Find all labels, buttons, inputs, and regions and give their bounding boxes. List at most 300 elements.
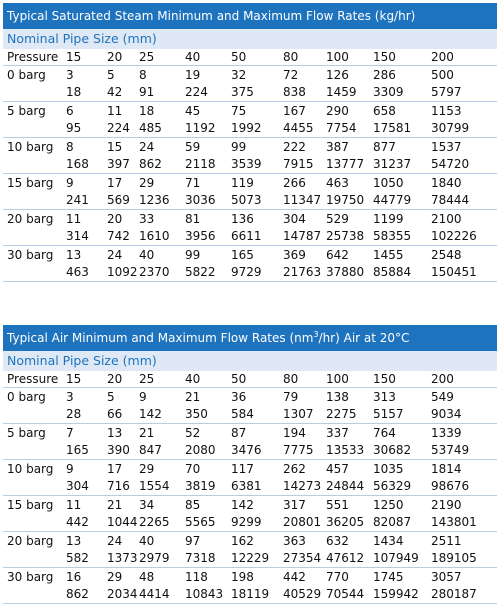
max-flow-cell: 742: [107, 229, 130, 243]
max-flow-cell: 25738: [326, 229, 365, 243]
max-flow-cell: 98676: [431, 479, 470, 493]
max-flow-cell: 20801: [283, 515, 322, 529]
max-flow-cell: 9299: [231, 515, 262, 529]
max-flow-row: [3, 406, 497, 423]
min-flow-cell: 1745: [373, 570, 404, 584]
header-cell: 25: [139, 50, 155, 64]
max-flow-cell: 66: [107, 407, 123, 421]
max-flow-cell: 143801: [431, 515, 477, 529]
max-flow-cell: 82087: [373, 515, 412, 529]
header-cell: 50: [231, 50, 247, 64]
steam-table-body: [3, 66, 497, 282]
min-flow-cell: 9: [66, 176, 74, 190]
min-flow-cell: 5: [107, 68, 115, 82]
max-flow-row: [3, 192, 497, 209]
min-flow-cell: 1035: [373, 462, 404, 476]
max-flow-cell: 30799: [431, 121, 470, 135]
min-flow-cell: 18: [139, 104, 155, 118]
pressure-row-group: [3, 66, 497, 102]
max-flow-cell: 2118: [185, 157, 216, 171]
min-flow-cell: 24: [107, 534, 123, 548]
max-flow-cell: 1992: [231, 121, 262, 135]
max-flow-cell: 30682: [373, 443, 412, 457]
air-title-text: Typical Air Minimum and Maximum Flow Rates (nm: [7, 331, 314, 345]
min-flow-cell: 1434: [373, 534, 404, 548]
max-flow-cell: 1044: [107, 515, 138, 529]
max-flow-cell: 95: [66, 121, 82, 135]
min-flow-cell: 17: [107, 176, 123, 190]
max-flow-cell: 2034: [107, 587, 138, 601]
max-flow-cell: 3819: [185, 479, 216, 493]
max-flow-cell: 1307: [283, 407, 314, 421]
min-flow-cell: 36: [231, 390, 247, 404]
max-flow-cell: 7318: [185, 551, 216, 565]
pressure-label: 10 barg: [7, 462, 54, 476]
max-flow-cell: 54720: [431, 157, 470, 171]
empty-cell: [3, 442, 66, 459]
min-flow-cell: 85: [185, 498, 201, 512]
pressure-row-group: [3, 388, 497, 424]
min-flow-cell: 1250: [373, 498, 404, 512]
empty-cell: [3, 84, 66, 101]
max-flow-cell: 485: [139, 121, 162, 135]
max-flow-row: [3, 120, 497, 137]
min-flow-cell: 222: [283, 140, 306, 154]
min-flow-cell: 29: [139, 462, 155, 476]
min-flow-row: [3, 175, 497, 192]
max-flow-cell: 350: [185, 407, 208, 421]
max-flow-cell: 5565: [185, 515, 216, 529]
min-flow-row: [3, 497, 497, 514]
min-flow-cell: 72: [283, 68, 299, 82]
min-flow-cell: 40: [139, 248, 155, 262]
max-flow-cell: 27354: [283, 551, 322, 565]
max-flow-cell: 14273: [283, 479, 322, 493]
air-title-text-end: /hr) Air at 20°C: [318, 331, 410, 345]
max-flow-cell: 17581: [373, 121, 412, 135]
min-flow-cell: 290: [326, 104, 349, 118]
max-flow-cell: 7915: [283, 157, 314, 171]
min-flow-cell: 387: [326, 140, 349, 154]
min-flow-cell: 17: [107, 462, 123, 476]
max-flow-cell: 19750: [326, 193, 365, 207]
min-flow-cell: 642: [326, 248, 349, 262]
min-flow-cell: 1339: [431, 426, 462, 440]
max-flow-cell: 584: [231, 407, 254, 421]
header-cell: 200: [431, 372, 454, 386]
max-flow-cell: 463: [66, 265, 89, 279]
max-flow-cell: 5157: [373, 407, 404, 421]
max-flow-cell: 24844: [326, 479, 365, 493]
header-cell: 100: [326, 372, 349, 386]
min-flow-cell: 142: [231, 498, 254, 512]
min-flow-cell: 99: [231, 140, 247, 154]
min-flow-cell: 1050: [373, 176, 404, 190]
min-flow-cell: 32: [231, 68, 247, 82]
min-flow-cell: 119: [231, 176, 254, 190]
max-flow-cell: 18119: [231, 587, 270, 601]
min-flow-cell: 16: [66, 570, 82, 584]
pressure-row-group: [3, 424, 497, 460]
air-flow-table: [3, 325, 497, 604]
pressure-label: 5 barg: [7, 104, 46, 118]
max-flow-cell: 569: [107, 193, 130, 207]
min-flow-cell: 75: [231, 104, 247, 118]
empty-cell: [3, 550, 66, 567]
max-flow-cell: 9034: [431, 407, 462, 421]
max-flow-cell: 582: [66, 551, 89, 565]
pressure-row-group: [3, 102, 497, 138]
max-flow-cell: 85884: [373, 265, 412, 279]
min-flow-cell: 529: [326, 212, 349, 226]
max-flow-cell: 159942: [373, 587, 419, 601]
min-flow-cell: 500: [431, 68, 454, 82]
max-flow-cell: 11347: [283, 193, 322, 207]
max-flow-cell: 165: [66, 443, 89, 457]
max-flow-cell: 9729: [231, 265, 262, 279]
header-cell: 50: [231, 372, 247, 386]
empty-cell: [3, 478, 66, 495]
max-flow-cell: 1610: [139, 229, 170, 243]
max-flow-row: [3, 156, 497, 173]
min-flow-cell: 262: [283, 462, 306, 476]
max-flow-row: [3, 550, 497, 567]
header-cell: 20: [107, 50, 123, 64]
max-flow-cell: 224: [107, 121, 130, 135]
min-flow-cell: 13: [107, 426, 123, 440]
min-flow-cell: 1840: [431, 176, 462, 190]
min-flow-row: [3, 533, 497, 550]
max-flow-cell: 14787: [283, 229, 322, 243]
header-cell: 80: [283, 50, 299, 64]
min-flow-cell: 117: [231, 462, 254, 476]
min-flow-cell: 45: [185, 104, 201, 118]
max-flow-cell: 4455: [283, 121, 314, 135]
pressure-label: 30 barg: [7, 570, 54, 584]
min-flow-cell: 21: [185, 390, 201, 404]
air-table-subtitle: Nominal Pipe Size (mm): [3, 351, 497, 371]
max-flow-cell: 5822: [185, 265, 216, 279]
pressure-row-group: [3, 138, 497, 174]
min-flow-cell: 15: [107, 140, 123, 154]
header-cell: 150: [373, 50, 396, 64]
steam-table-title: Typical Saturated Steam Minimum and Maximum Flow Rates (kg/hr): [3, 3, 497, 29]
min-flow-cell: 40: [139, 534, 155, 548]
max-flow-cell: 13777: [326, 157, 365, 171]
max-flow-cell: 12229: [231, 551, 270, 565]
max-flow-cell: 78444: [431, 193, 470, 207]
min-flow-cell: 11: [107, 104, 123, 118]
max-flow-cell: 397: [107, 157, 130, 171]
empty-cell: [3, 586, 66, 603]
min-flow-cell: 266: [283, 176, 306, 190]
max-flow-cell: 2080: [185, 443, 216, 457]
max-flow-cell: 1092: [107, 265, 138, 279]
min-flow-cell: 2548: [431, 248, 462, 262]
max-flow-cell: 44779: [373, 193, 412, 207]
min-flow-cell: 286: [373, 68, 396, 82]
empty-cell: [3, 120, 66, 137]
min-flow-cell: 34: [139, 498, 155, 512]
max-flow-cell: 862: [66, 587, 89, 601]
max-flow-cell: 56329: [373, 479, 412, 493]
min-flow-row: [3, 461, 497, 478]
pressure-label: 15 barg: [7, 176, 54, 190]
max-flow-cell: 150451: [431, 265, 477, 279]
max-flow-cell: 838: [283, 85, 306, 99]
min-flow-cell: 198: [231, 570, 254, 584]
min-flow-cell: 48: [139, 570, 155, 584]
max-flow-cell: 3036: [185, 193, 216, 207]
steam-table-subtitle: Nominal Pipe Size (mm): [3, 29, 497, 49]
empty-cell: [3, 156, 66, 173]
header-cell: 15: [66, 50, 82, 64]
min-flow-cell: 59: [185, 140, 201, 154]
min-flow-cell: 24: [139, 140, 155, 154]
min-flow-cell: 1455: [373, 248, 404, 262]
steam-header-row: [3, 49, 497, 66]
min-flow-cell: 764: [373, 426, 396, 440]
min-flow-cell: 118: [185, 570, 208, 584]
min-flow-cell: 5: [107, 390, 115, 404]
max-flow-row: [3, 514, 497, 531]
max-flow-cell: 241: [66, 193, 89, 207]
min-flow-cell: 442: [283, 570, 306, 584]
empty-cell: [3, 192, 66, 209]
air-table-body: [3, 388, 497, 604]
max-flow-cell: 716: [107, 479, 130, 493]
max-flow-cell: 91: [139, 85, 155, 99]
min-flow-cell: 2190: [431, 498, 462, 512]
header-cell: 25: [139, 372, 155, 386]
max-flow-cell: 4414: [139, 587, 170, 601]
max-flow-cell: 53749: [431, 443, 470, 457]
min-flow-cell: 658: [373, 104, 396, 118]
min-flow-cell: 99: [185, 248, 201, 262]
max-flow-cell: 390: [107, 443, 130, 457]
min-flow-cell: 11: [66, 212, 82, 226]
min-flow-cell: 3: [66, 68, 74, 82]
empty-cell: [3, 228, 66, 245]
min-flow-cell: 457: [326, 462, 349, 476]
min-flow-cell: 1199: [373, 212, 404, 226]
min-flow-cell: 165: [231, 248, 254, 262]
max-flow-cell: 70544: [326, 587, 365, 601]
pressure-row-group: [3, 532, 497, 568]
min-flow-cell: 87: [231, 426, 247, 440]
min-flow-cell: 162: [231, 534, 254, 548]
min-flow-cell: 13: [66, 534, 82, 548]
header-cell: 150: [373, 372, 396, 386]
max-flow-cell: 13533: [326, 443, 365, 457]
max-flow-cell: 6381: [231, 479, 262, 493]
header-cell: 20: [107, 372, 123, 386]
max-flow-cell: 3309: [373, 85, 404, 99]
min-flow-cell: 313: [373, 390, 396, 404]
min-flow-cell: 877: [373, 140, 396, 154]
max-flow-cell: 102226: [431, 229, 477, 243]
max-flow-cell: 18: [66, 85, 82, 99]
min-flow-cell: 20: [107, 212, 123, 226]
min-flow-cell: 79: [283, 390, 299, 404]
max-flow-cell: 3956: [185, 229, 216, 243]
max-flow-cell: 3539: [231, 157, 262, 171]
min-flow-cell: 632: [326, 534, 349, 548]
pressure-label: 5 barg: [7, 426, 46, 440]
min-flow-cell: 463: [326, 176, 349, 190]
max-flow-cell: 42: [107, 85, 123, 99]
pressure-row-group: [3, 174, 497, 210]
min-flow-cell: 70: [185, 462, 201, 476]
max-flow-cell: 847: [139, 443, 162, 457]
min-flow-row: [3, 569, 497, 586]
min-flow-row: [3, 247, 497, 264]
max-flow-cell: 5797: [431, 85, 462, 99]
pressure-row-group: [3, 496, 497, 532]
min-flow-cell: 29: [139, 176, 155, 190]
max-flow-row: [3, 442, 497, 459]
max-flow-row: [3, 84, 497, 101]
min-flow-cell: 52: [185, 426, 201, 440]
min-flow-cell: 8: [139, 68, 147, 82]
min-flow-cell: 549: [431, 390, 454, 404]
min-flow-cell: 369: [283, 248, 306, 262]
min-flow-cell: 2511: [431, 534, 462, 548]
max-flow-cell: 2265: [139, 515, 170, 529]
min-flow-cell: 551: [326, 498, 349, 512]
max-flow-cell: 28: [66, 407, 82, 421]
min-flow-cell: 167: [283, 104, 306, 118]
max-flow-cell: 37880: [326, 265, 365, 279]
min-flow-cell: 8: [66, 140, 74, 154]
pressure-row-group: [3, 568, 497, 604]
empty-cell: [3, 406, 66, 423]
max-flow-cell: 189105: [431, 551, 477, 565]
min-flow-cell: 138: [326, 390, 349, 404]
max-flow-row: [3, 586, 497, 603]
min-flow-row: [3, 139, 497, 156]
min-flow-cell: 304: [283, 212, 306, 226]
max-flow-cell: 58355: [373, 229, 412, 243]
min-flow-cell: 13: [66, 248, 82, 262]
header-cell: 40: [185, 50, 201, 64]
min-flow-row: [3, 211, 497, 228]
min-flow-cell: 9: [66, 462, 74, 476]
pressure-label: 20 barg: [7, 212, 54, 226]
max-flow-cell: 168: [66, 157, 89, 171]
min-flow-cell: 337: [326, 426, 349, 440]
max-flow-cell: 2275: [326, 407, 357, 421]
empty-cell: [3, 514, 66, 531]
min-flow-cell: 11: [66, 498, 82, 512]
max-flow-cell: 280187: [431, 587, 477, 601]
min-flow-cell: 363: [283, 534, 306, 548]
header-cell: 40: [185, 372, 201, 386]
min-flow-cell: 3: [66, 390, 74, 404]
header-cell: 100: [326, 50, 349, 64]
min-flow-cell: 194: [283, 426, 306, 440]
max-flow-cell: 47612: [326, 551, 365, 565]
pressure-label: 30 barg: [7, 248, 54, 262]
min-flow-cell: 1537: [431, 140, 462, 154]
min-flow-cell: 24: [107, 248, 123, 262]
min-flow-cell: 126: [326, 68, 349, 82]
max-flow-row: [3, 228, 497, 245]
min-flow-row: [3, 425, 497, 442]
min-flow-cell: 9: [139, 390, 147, 404]
max-flow-cell: 40529: [283, 587, 322, 601]
min-flow-cell: 21: [107, 498, 123, 512]
min-flow-cell: 136: [231, 212, 254, 226]
min-flow-cell: 97: [185, 534, 201, 548]
pressure-row-group: [3, 246, 497, 282]
max-flow-cell: 1459: [326, 85, 357, 99]
pressure-label: 20 barg: [7, 534, 54, 548]
pressure-row-group: [3, 460, 497, 496]
min-flow-row: [3, 67, 497, 84]
min-flow-cell: 1153: [431, 104, 462, 118]
max-flow-cell: 5073: [231, 193, 262, 207]
header-cell: 200: [431, 50, 454, 64]
max-flow-cell: 21763: [283, 265, 322, 279]
empty-cell: [3, 264, 66, 281]
max-flow-cell: 36205: [326, 515, 365, 529]
max-flow-cell: 107949: [373, 551, 419, 565]
pressure-label: 10 barg: [7, 140, 54, 154]
min-flow-cell: 33: [139, 212, 155, 226]
header-cell: 80: [283, 372, 299, 386]
max-flow-cell: 314: [66, 229, 89, 243]
max-flow-cell: 2979: [139, 551, 170, 565]
header-cell: 15: [66, 372, 82, 386]
pressure-row-group: [3, 210, 497, 246]
min-flow-cell: 19: [185, 68, 201, 82]
min-flow-cell: 29: [107, 570, 123, 584]
min-flow-cell: 71: [185, 176, 201, 190]
min-flow-cell: 6: [66, 104, 74, 118]
header-cell: Pressure: [7, 50, 59, 64]
min-flow-cell: 21: [139, 426, 155, 440]
pressure-label: 15 barg: [7, 498, 54, 512]
pressure-label: 0 barg: [7, 68, 46, 82]
max-flow-cell: 862: [139, 157, 162, 171]
air-table-title: [3, 325, 497, 351]
min-flow-cell: 1814: [431, 462, 462, 476]
max-flow-cell: 304: [66, 479, 89, 493]
header-cell: Pressure: [7, 372, 59, 386]
air-title-superscript: 3: [313, 330, 319, 339]
max-flow-cell: 224: [185, 85, 208, 99]
min-flow-cell: 81: [185, 212, 201, 226]
min-flow-cell: 7: [66, 426, 74, 440]
max-flow-cell: 10843: [185, 587, 224, 601]
max-flow-cell: 1554: [139, 479, 170, 493]
max-flow-row: [3, 478, 497, 495]
air-header-row: [3, 371, 497, 388]
steam-flow-table: [3, 3, 497, 282]
max-flow-cell: 375: [231, 85, 254, 99]
min-flow-cell: 317: [283, 498, 306, 512]
max-flow-cell: 7754: [326, 121, 357, 135]
max-flow-cell: 6611: [231, 229, 262, 243]
pressure-label: 0 barg: [7, 390, 46, 404]
min-flow-cell: 770: [326, 570, 349, 584]
max-flow-cell: 2370: [139, 265, 170, 279]
min-flow-cell: 3057: [431, 570, 462, 584]
min-flow-row: [3, 103, 497, 120]
max-flow-cell: 1192: [185, 121, 216, 135]
max-flow-cell: 1236: [139, 193, 170, 207]
